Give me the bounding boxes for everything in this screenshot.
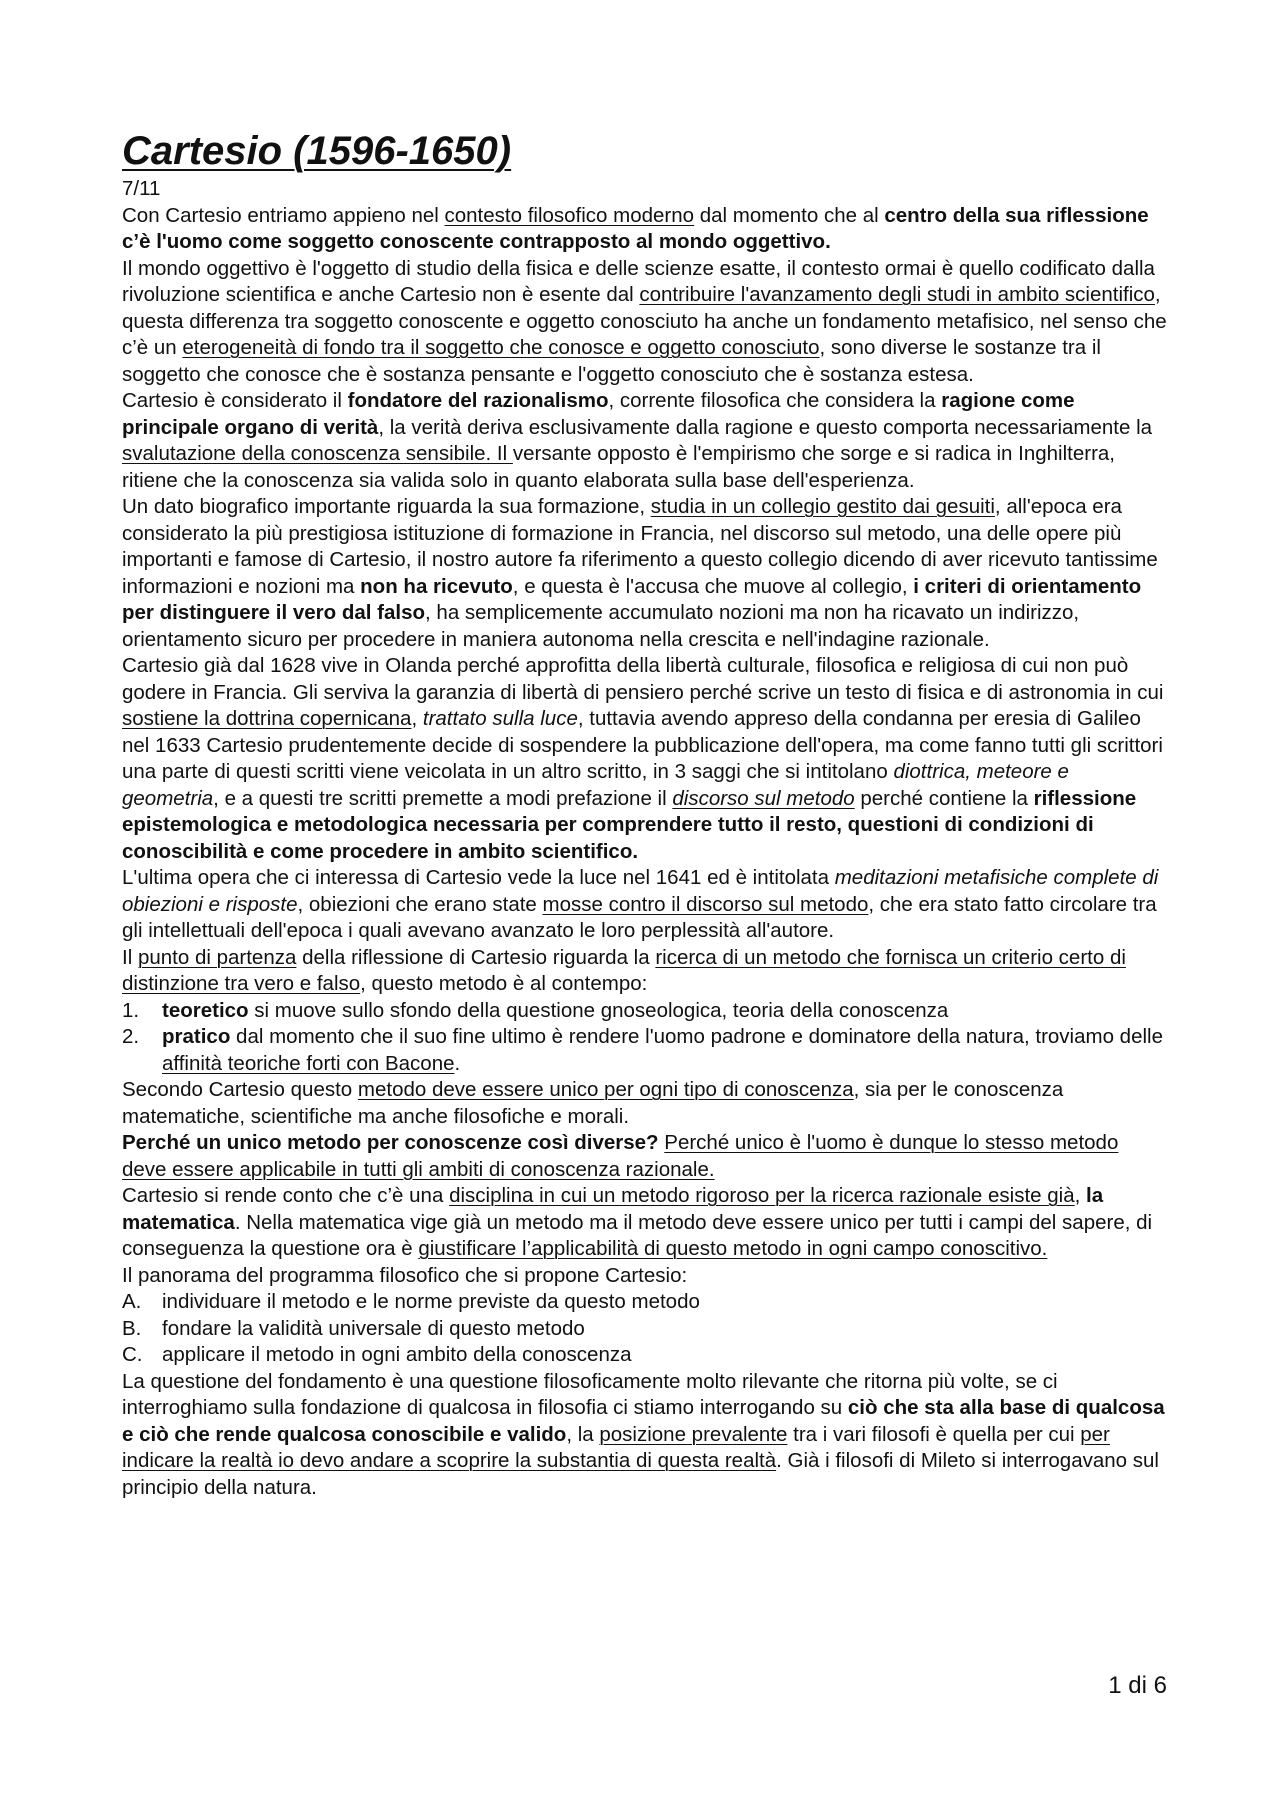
text-run: Cartesio già dal 1628 vive in Olanda perché approfitta della libertà culturale, filosofica e religiosa di cui non può godere in Francia. Gli serviva la garanzia di libertà di pensiero perché scrive un testo di fisica e di astronomia in cui	[122, 654, 1164, 704]
styled-text-run: eterogeneità di fondo tra il soggetto che conosce e oggetto conosciuto	[182, 336, 820, 359]
styled-text-run: riflessione epistemologica e metodologica necessaria per comprendere tutto il resto, questioni di condizioni di conoscibilità e come procedere in ambito scientifico.	[122, 786, 1137, 863]
text-run: , questo metodo è al contempo:	[360, 972, 648, 995]
styled-text-run: ragione come principale organo di verità	[122, 389, 1075, 439]
styled-text-run: i criteri di orientamento per distinguere il vero dal falso	[122, 574, 1142, 624]
list-item	[122, 1316, 1167, 1343]
styled-text-run: ricerca di un metodo che fornisca un criterio certo di distinzione tra vero e falso	[122, 945, 1126, 995]
styled-text-run: fondatore del razionalismo	[347, 389, 609, 412]
styled-text-run: teoretico	[162, 998, 249, 1022]
styled-text-run: mosse contro il discorso sul metodo	[542, 892, 869, 916]
styled-text-run: affinità teoriche forti con Bacone	[162, 1051, 455, 1075]
text-run: La questione del fondamento è una questione filosoficamente molto rilevante che ritorna più volte, se ci interroghiamo sulla fondazione di qualcosa in filosofia ci stiamo interrogando su	[122, 1369, 1058, 1419]
styled-text-run: disciplina in cui un metodo rigoroso per la ricerca razionale esiste già	[449, 1184, 1075, 1207]
text-run: . Già i filosofi di Mileto si interrogavano sul principio della natura.	[122, 1449, 1159, 1499]
text-run: tra i vari filosofi è quella per cui	[787, 1422, 1081, 1446]
document-title: Cartesio (1596-1650)	[122, 129, 512, 173]
text-run: della riflessione di Cartesio riguarda la	[296, 945, 656, 969]
paragraph	[122, 256, 1167, 389]
text-run: , questa differenza tra soggetto conoscente e oggetto conosciuto ha anche un fondamento metafisico, nel senso che c’è un	[122, 283, 1167, 359]
styled-text-run: non ha ricevuto	[360, 574, 513, 598]
text-run: dal momento che il suo fine ultimo è rendere l'uomo padrone e dominatore della natura, troviamo delle	[230, 1025, 1163, 1048]
text-run: Il	[122, 945, 138, 969]
text-run: Un dato biografico importante riguarda la sua formazione,	[122, 495, 651, 518]
document-body	[122, 176, 1167, 1501]
paragraphs-3	[122, 1369, 1167, 1502]
text-run: ,	[1074, 1184, 1087, 1207]
paragraph	[122, 494, 1167, 653]
list-marker: A.	[122, 1290, 142, 1313]
text-run: Il mondo oggettivo è l'oggetto di studio della fisica e delle scienze esatte, il contesto ormai è quello codificato dalla rivoluzione scientifica e anche Cartesio non è esente dal	[122, 256, 1155, 306]
text-run: L'ultima opera che ci interessa di Cartesio vede la luce nel 1641 ed è intitolata	[122, 866, 835, 889]
paragraph	[122, 388, 1167, 494]
numbered-list	[122, 998, 1167, 1078]
styled-text-run: contribuire l'avanzamento degli studi in ambito scientifico	[639, 283, 1155, 306]
paragraph	[122, 203, 1167, 256]
text-run: , la	[566, 1422, 600, 1446]
paragraph	[122, 1077, 1167, 1130]
text-run: Cartesio è considerato il	[122, 389, 348, 412]
text-run: Secondo Cartesio questo	[122, 1078, 358, 1101]
text-run: , ha semplicemente accumulato nozioni ma non ha ricavato un indirizzo, orientamento sicuro per procedere in maniera autonoma nella crescita e nell'indagine razionale.	[122, 601, 1080, 651]
styled-text-run: diottrica, meteore e geometria	[122, 760, 1069, 810]
text-run: , e a questi tre scritti premette a modi prefazione il	[213, 786, 673, 810]
text-run: , tuttavia avendo appreso della condanna per eresia di Galileo nel 1633 Cartesio prudentemente decide di sospendere la pubblicazione dell'opera, ma come fanno tutti gli scrittori una parte di questi scritti viene veicolata in un altro scritto, in 3 saggi che si intitolano	[122, 707, 1163, 783]
paragraphs-1	[122, 203, 1167, 998]
styled-text-run: posizione prevalente	[599, 1422, 788, 1446]
list-marker: B.	[122, 1316, 142, 1340]
text-run: , corrente filosofica che considera la	[608, 389, 942, 412]
styled-text-run: discorso sul metodo	[672, 786, 855, 810]
text-run: , obiezioni che erano state	[297, 892, 543, 916]
lettered-list	[122, 1289, 1167, 1369]
list-item	[122, 1024, 1167, 1077]
text-run: , all'epoca era considerato la più prestigiosa istituzione di formazione in Francia, nel discorso sul metodo, una delle opere più importanti e famose di Cartesio, il nostro autore fa riferimento a questo collegio dicendo di aver ricevuto tantissime informazioni e nozioni ma	[122, 495, 1158, 598]
text-run: Con Cartesio entriamo appieno nel	[122, 203, 445, 227]
text-run: . Nella matematica vige già un metodo ma il metodo deve essere unico per tutti i campi del sapere, di conseguenza la questione ora è	[122, 1210, 1153, 1260]
paragraph	[122, 1263, 1167, 1290]
text-run: perché contiene la	[854, 786, 1034, 810]
text-run: .	[454, 1051, 461, 1075]
text-run: dal momento che al	[694, 203, 885, 227]
text-run: si muove sullo sfondo della questione gnoseologica, teoria della conoscenza	[248, 998, 949, 1022]
paragraph	[122, 945, 1167, 998]
paragraph	[122, 1130, 1167, 1183]
paragraph	[122, 653, 1167, 865]
text-run: Cartesio si rende conto che c’è una	[122, 1184, 450, 1207]
paragraphs-2	[122, 1077, 1167, 1289]
list-marker: C.	[122, 1343, 143, 1366]
styled-text-run: pratico	[162, 1025, 231, 1048]
text-run: Il panorama del programma filosofico che si propone Cartesio:	[122, 1263, 688, 1287]
text-run: , che era stato fatto circolare tra gli intellettuali dell'epoca i quali avevano avanzato le loro perplessità all'autore.	[122, 892, 1157, 942]
lesson-date: 7/11	[122, 177, 161, 200]
text-run: versante opposto è l'empirismo che sorge e si radica in Inghilterra, ritiene che la conoscenza sia valida solo in quanto elaborata sulla base dell'esperienza.	[122, 442, 1116, 492]
text-run: individuare il metodo e le norme previste da questo metodo	[162, 1290, 700, 1313]
styled-text-run: punto di partenza	[137, 945, 297, 969]
styled-text-run: metodo deve essere unico per ogni tipo di conoscenza	[357, 1078, 854, 1101]
text-run: , e questa è l'accusa che muove al collegio,	[512, 574, 914, 598]
text-run: , sono diverse le sostanze tra il soggetto che conosce che è sostanza pensante e l'oggetto conosciuto che è sostanza estesa.	[122, 336, 1101, 386]
styled-text-run: per indicare la realtà io devo andare a scoprire la substantia di questa realtà	[122, 1422, 1110, 1472]
text-run: fondare la validità universale di questo metodo	[162, 1316, 585, 1340]
document-page	[122, 126, 1167, 1501]
text-run: , la verità deriva esclusivamente dalla ragione e questo comporta necessariamente la	[378, 415, 1153, 439]
list-item	[122, 998, 1167, 1025]
list-marker: 2.	[122, 1025, 140, 1048]
text-run: ,	[411, 707, 423, 730]
styled-text-run: contesto filosofico moderno	[444, 203, 695, 227]
styled-text-run: meditazioni metafisiche complete di obiezioni e risposte	[122, 866, 1159, 916]
paragraph	[122, 1369, 1167, 1502]
list-item	[122, 1342, 1167, 1369]
styled-text-run: trattato sulla luce	[422, 707, 578, 730]
styled-text-run: studia in un collegio gestito dai gesuiti	[650, 495, 995, 518]
page-number: 1 di 6	[1108, 1672, 1167, 1699]
text-run: applicare il metodo in ogni ambito della conoscenza	[162, 1343, 632, 1366]
styled-text-run: Perché un unico metodo per conoscenze così diverse?	[122, 1131, 659, 1154]
styled-text-run: la matematica	[122, 1184, 1104, 1234]
styled-text-run: sostiene la dottrina copernicana	[122, 707, 412, 730]
styled-text-run: Perché unico è l'uomo è dunque lo stesso metodo deve essere applicabile in tutti gli ambiti di conoscenza razionale.	[122, 1131, 1119, 1181]
paragraph	[122, 1183, 1167, 1263]
list-marker: 1.	[122, 998, 140, 1022]
text-run: , sia per le conoscenza matematiche, scientifiche ma anche filosofiche e morali.	[122, 1078, 1064, 1128]
styled-text-run: svalutazione della conoscenza sensibile. Il	[122, 442, 513, 465]
list-item	[122, 1289, 1167, 1316]
styled-text-run: ciò che sta alla base di qualcosa e ciò che rende qualcosa conoscibile e valido	[122, 1396, 1165, 1446]
paragraph	[122, 865, 1167, 945]
styled-text-run: giustificare l’applicabilità di questo metodo in ogni campo conoscitivo.	[418, 1237, 1048, 1260]
styled-text-run: centro della sua riflessione c’è l'uomo come soggetto conoscente contrapposto al mondo oggettivo.	[122, 203, 1149, 253]
